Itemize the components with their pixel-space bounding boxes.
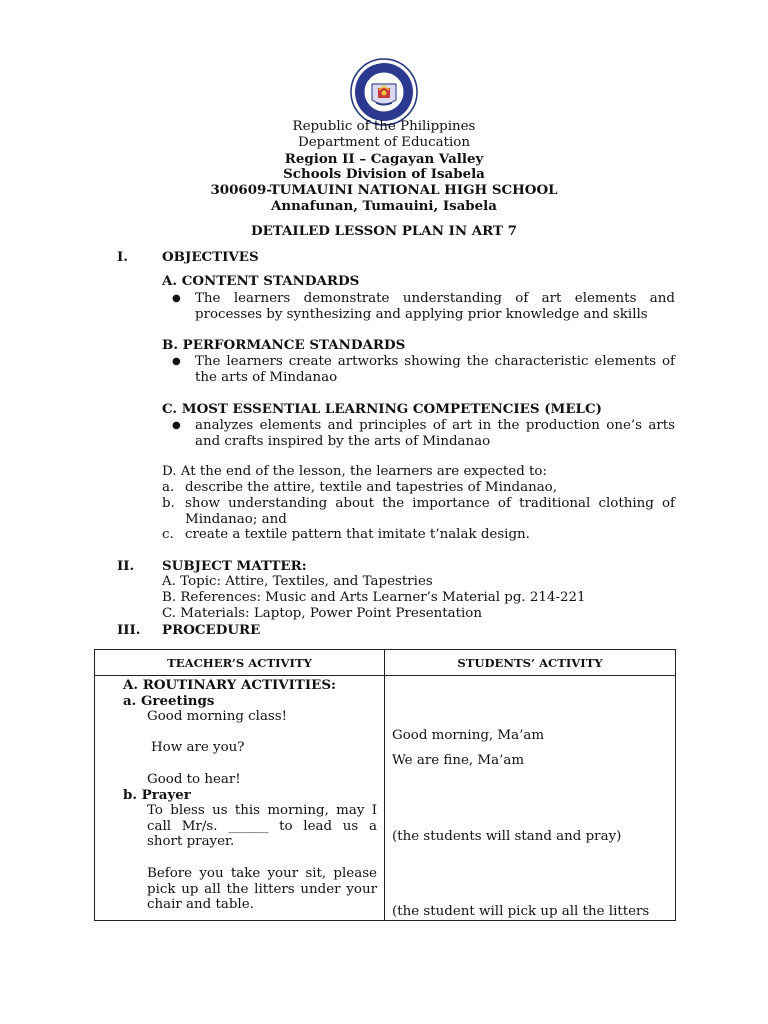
- header-school: 300609-TUMAUINI NATIONAL HIGH SCHOOL: [210, 182, 558, 198]
- section-heading-subject-matter: SUBJECT MATTER:: [162, 558, 307, 574]
- student-pray: (the students will stand and pray): [392, 829, 622, 844]
- table-header-row: [95, 650, 676, 676]
- header-division: Schools Division of Isabela: [283, 166, 485, 182]
- melc-heading: C. MOST ESSENTIAL LEARNING COMPETENCIES (MELC): [162, 401, 602, 417]
- content-standards-heading: A. CONTENT STANDARDS: [162, 273, 360, 289]
- teacher-activity-header: TEACHER’S ACTIVITY: [95, 650, 385, 676]
- students-activity-header: STUDENTS’ ACTIVITY: [385, 650, 676, 676]
- teacher-how-are-you: How are you?: [151, 740, 245, 755]
- objective-letter-a: a.: [162, 480, 175, 495]
- content-standards-text: The learners demonstrate understanding of art elements and processes by synthesizing and applying prior knowledge and skills: [195, 291, 675, 322]
- routinary-activities-heading: A. ROUTINARY ACTIVITIES:: [123, 677, 336, 693]
- section-number-subject-matter: II.: [117, 558, 135, 574]
- header-country: Republic of the Philippines: [292, 119, 476, 134]
- learning-objectives-intro: D. At the end of the lesson, the learners are expected to:: [162, 464, 547, 479]
- document-title: DETAILED LESSON PLAN IN ART 7: [250, 223, 517, 239]
- teacher-good-to-hear: Good to hear!: [147, 772, 241, 787]
- section-number-procedure: III.: [117, 622, 141, 638]
- subject-materials: C. Materials: Laptop, Power Point Presentation: [162, 606, 482, 621]
- bullet: ●: [172, 420, 181, 431]
- teacher-litter-request: Before you take your sit, please pick up all the litters under your chair and table.: [147, 866, 377, 913]
- procedure-table: [94, 649, 676, 921]
- subject-topic: A. Topic: Attire, Textiles, and Tapestries: [162, 574, 433, 589]
- deped-seal-logo: [350, 58, 418, 126]
- melc-text: analyzes elements and principles of art in the production one’s arts and crafts inspired by the arts of Mindanao: [195, 418, 675, 449]
- section-heading-procedure: PROCEDURE: [162, 622, 261, 638]
- bullet: ●: [172, 356, 181, 367]
- objective-letter-c: c.: [162, 527, 174, 542]
- teacher-prayer-request: To bless us this morning, may I call Mr/s. ______ to lead us a short prayer.: [147, 803, 377, 850]
- objective-text-c: create a textile pattern that imitate t’nalak design.: [185, 527, 530, 542]
- header-address: Annafunan, Tumauini, Isabela: [271, 198, 497, 214]
- subject-references: B. References: Music and Arts Learner’s Material pg. 214-221: [162, 590, 586, 605]
- bullet: ●: [172, 293, 181, 304]
- objective-text-a: describe the attire, textile and tapestries of Mindanao,: [185, 480, 558, 495]
- objective-letter-b: b.: [162, 496, 175, 511]
- student-litter: (the student will pick up all the litters: [392, 904, 650, 919]
- header-region: Region II – Cagayan Valley: [284, 151, 484, 167]
- objective-text-b: show understanding about the importance of traditional clothing of Mindanao; and: [185, 496, 675, 527]
- greetings-heading: a. Greetings: [123, 693, 215, 709]
- student-fine: We are fine, Ma’am: [392, 753, 525, 768]
- teacher-activity-cell: [95, 676, 385, 921]
- student-greeting: Good morning, Ma’am: [392, 728, 545, 743]
- performance-standards-text: The learners create artworks showing the characteristic elements of the arts of Mindanao: [195, 354, 675, 385]
- table-row: [95, 676, 676, 921]
- prayer-heading: b. Prayer: [123, 787, 191, 803]
- teacher-greeting: Good morning class!: [147, 709, 288, 724]
- students-activity-cell: [385, 676, 676, 921]
- performance-standards-heading: B. PERFORMANCE STANDARDS: [162, 337, 406, 353]
- section-heading-objectives: OBJECTIVES: [162, 249, 259, 265]
- header-department: Department of Education: [298, 135, 470, 150]
- section-number-objectives: I.: [117, 249, 128, 265]
